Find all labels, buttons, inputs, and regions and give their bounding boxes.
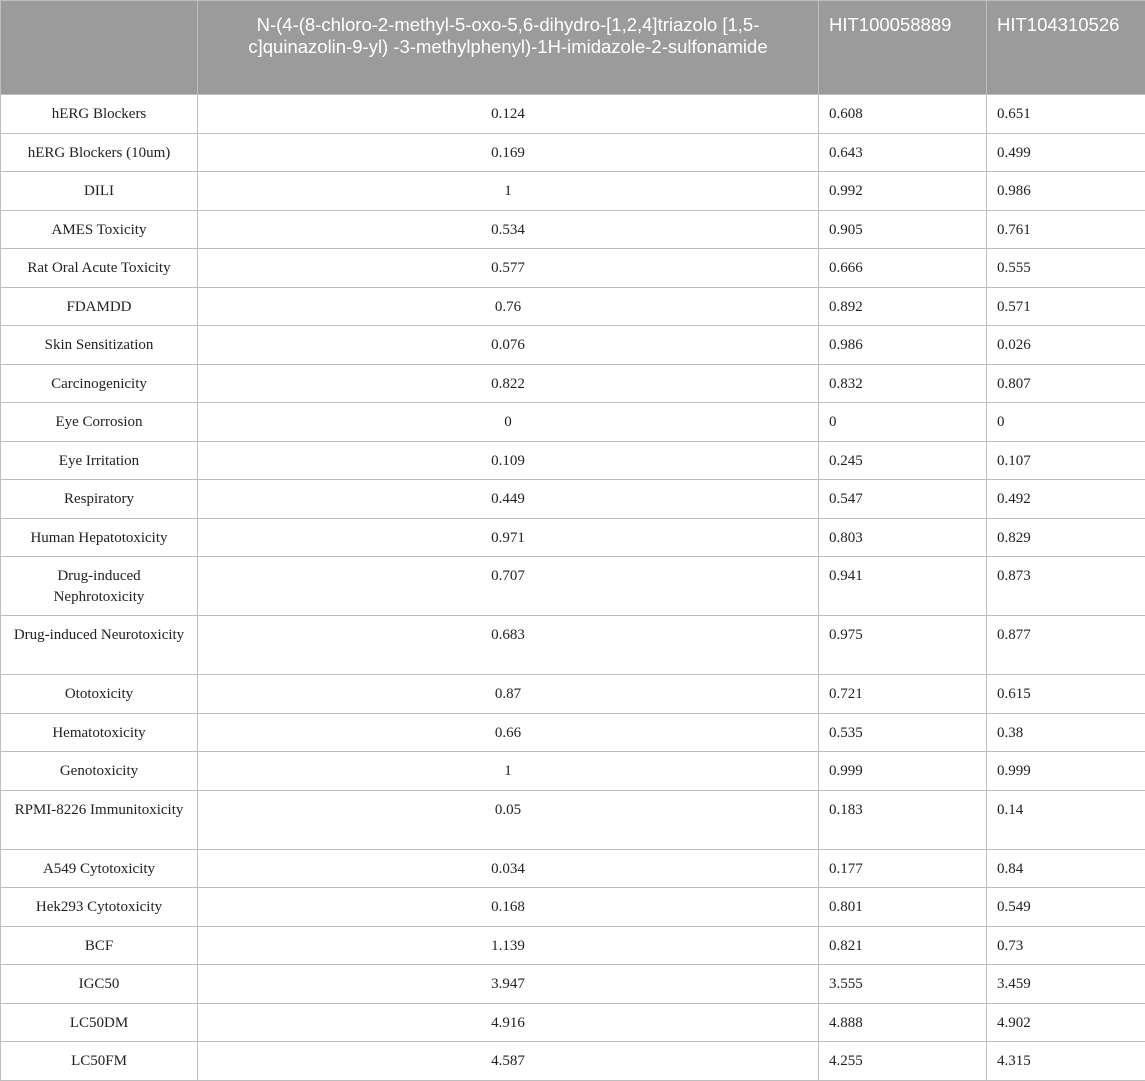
value-compound-1: 3.947 [198,965,819,1004]
value-compound-2: 0.905 [819,210,987,249]
table-row [1,888,1145,927]
value-compound-2: 0 [819,403,987,442]
table-row [1,1003,1145,1042]
table-row [1,849,1145,888]
table-row [1,364,1145,403]
value-compound-2: 0.803 [819,518,987,557]
property-name: IGC50 [1,965,198,1004]
value-compound-1: 0.683 [198,616,819,675]
value-compound-3: 0.615 [987,675,1145,714]
value-compound-2: 4.888 [819,1003,987,1042]
value-compound-3: 0.651 [987,95,1145,134]
table-row [1,518,1145,557]
value-compound-3: 0.026 [987,326,1145,365]
value-compound-3: 0.999 [987,752,1145,791]
value-compound-2: 0.992 [819,172,987,211]
header-compound-2: HIT100058889 [819,1,987,95]
value-compound-1: 0.449 [198,480,819,519]
table-row [1,480,1145,519]
value-compound-1: 0.168 [198,888,819,927]
property-name: Genotoxicity [1,752,198,791]
property-name: Hematotoxicity [1,713,198,752]
value-compound-3: 3.459 [987,965,1145,1004]
value-compound-3: 0.73 [987,926,1145,965]
value-compound-1: 0.577 [198,249,819,288]
property-name: LC50DM [1,1003,198,1042]
value-compound-2: 0.801 [819,888,987,927]
value-compound-3: 0.873 [987,557,1145,616]
value-compound-1: 0.034 [198,849,819,888]
value-compound-1: 0.822 [198,364,819,403]
value-compound-2: 0.183 [819,790,987,849]
property-name: Carcinogenicity [1,364,198,403]
table-row [1,616,1145,675]
value-compound-2: 0.986 [819,326,987,365]
table-row [1,326,1145,365]
table-row [1,752,1145,791]
property-name: Human Hepatotoxicity [1,518,198,557]
value-compound-3: 0.571 [987,287,1145,326]
value-compound-3: 0.38 [987,713,1145,752]
table-row [1,557,1145,616]
table-row [1,249,1145,288]
value-compound-2: 0.547 [819,480,987,519]
table-row [1,95,1145,134]
value-compound-2: 0.975 [819,616,987,675]
property-name: Respiratory [1,480,198,519]
table-row [1,172,1145,211]
property-name: AMES Toxicity [1,210,198,249]
property-name: FDAMDD [1,287,198,326]
property-name: LC50FM [1,1042,198,1081]
value-compound-1: 0.534 [198,210,819,249]
value-compound-2: 0.245 [819,441,987,480]
value-compound-2: 0.643 [819,133,987,172]
value-compound-3: 4.902 [987,1003,1145,1042]
header-compound-3: HIT104310526 [987,1,1145,95]
property-name: Rat Oral Acute Toxicity [1,249,198,288]
property-name: Drug-induced Neurotoxicity [1,616,198,675]
table-row [1,210,1145,249]
property-name: hERG Blockers [1,95,198,134]
property-name: hERG Blockers (10um) [1,133,198,172]
value-compound-1: 4.587 [198,1042,819,1081]
table-row [1,441,1145,480]
table-row [1,790,1145,849]
property-name: Drug-induced Nephrotoxicity [1,557,198,616]
value-compound-1: 0.707 [198,557,819,616]
value-compound-1: 1 [198,172,819,211]
value-compound-3: 0.555 [987,249,1145,288]
header-row [1,1,1145,95]
table-row [1,965,1145,1004]
value-compound-2: 0.892 [819,287,987,326]
value-compound-2: 0.941 [819,557,987,616]
value-compound-1: 0.87 [198,675,819,714]
property-name: A549 Cytotoxicity [1,849,198,888]
value-compound-2: 0.666 [819,249,987,288]
value-compound-3: 0.107 [987,441,1145,480]
property-name: Skin Sensitization [1,326,198,365]
value-compound-2: 4.255 [819,1042,987,1081]
property-name: Ototoxicity [1,675,198,714]
value-compound-1: 4.916 [198,1003,819,1042]
header-property [1,1,198,95]
value-compound-1: 0.66 [198,713,819,752]
value-compound-3: 0.829 [987,518,1145,557]
value-compound-2: 0.999 [819,752,987,791]
value-compound-3: 0.14 [987,790,1145,849]
table-row [1,713,1145,752]
property-name: Hek293 Cytotoxicity [1,888,198,927]
value-compound-1: 0.76 [198,287,819,326]
value-compound-3: 0.549 [987,888,1145,927]
property-name: DILI [1,172,198,211]
value-compound-3: 0.84 [987,849,1145,888]
table-row [1,403,1145,442]
value-compound-3: 0.807 [987,364,1145,403]
value-compound-1: 0.169 [198,133,819,172]
value-compound-2: 0.821 [819,926,987,965]
value-compound-2: 0.608 [819,95,987,134]
table-row [1,133,1145,172]
value-compound-3: 4.315 [987,1042,1145,1081]
value-compound-2: 0.177 [819,849,987,888]
value-compound-1: 0 [198,403,819,442]
value-compound-2: 0.832 [819,364,987,403]
value-compound-1: 0.109 [198,441,819,480]
property-name: RPMI-8226 Immunitoxicity [1,790,198,849]
value-compound-2: 0.535 [819,713,987,752]
value-compound-3: 0 [987,403,1145,442]
value-compound-3: 0.877 [987,616,1145,675]
value-compound-3: 0.499 [987,133,1145,172]
value-compound-1: 1.139 [198,926,819,965]
table-row [1,287,1145,326]
table-row [1,926,1145,965]
property-name: BCF [1,926,198,965]
value-compound-3: 0.761 [987,210,1145,249]
value-compound-3: 0.492 [987,480,1145,519]
value-compound-1: 0.05 [198,790,819,849]
value-compound-1: 1 [198,752,819,791]
value-compound-2: 0.721 [819,675,987,714]
property-name: Eye Irritation [1,441,198,480]
table-row [1,1042,1145,1081]
value-compound-3: 0.986 [987,172,1145,211]
table-row [1,675,1145,714]
value-compound-1: 0.076 [198,326,819,365]
value-compound-2: 3.555 [819,965,987,1004]
property-name: Eye Corrosion [1,403,198,442]
value-compound-1: 0.124 [198,95,819,134]
header-compound-1: N-(4-(8-chloro-2-methyl-5-oxo-5,6-dihydro-[1,2,4]triazolo [1,5-c]quinazolin-9-yl) -3-methylphenyl)-1H-imidazole-2-sulfonamide [198,1,819,95]
value-compound-1: 0.971 [198,518,819,557]
